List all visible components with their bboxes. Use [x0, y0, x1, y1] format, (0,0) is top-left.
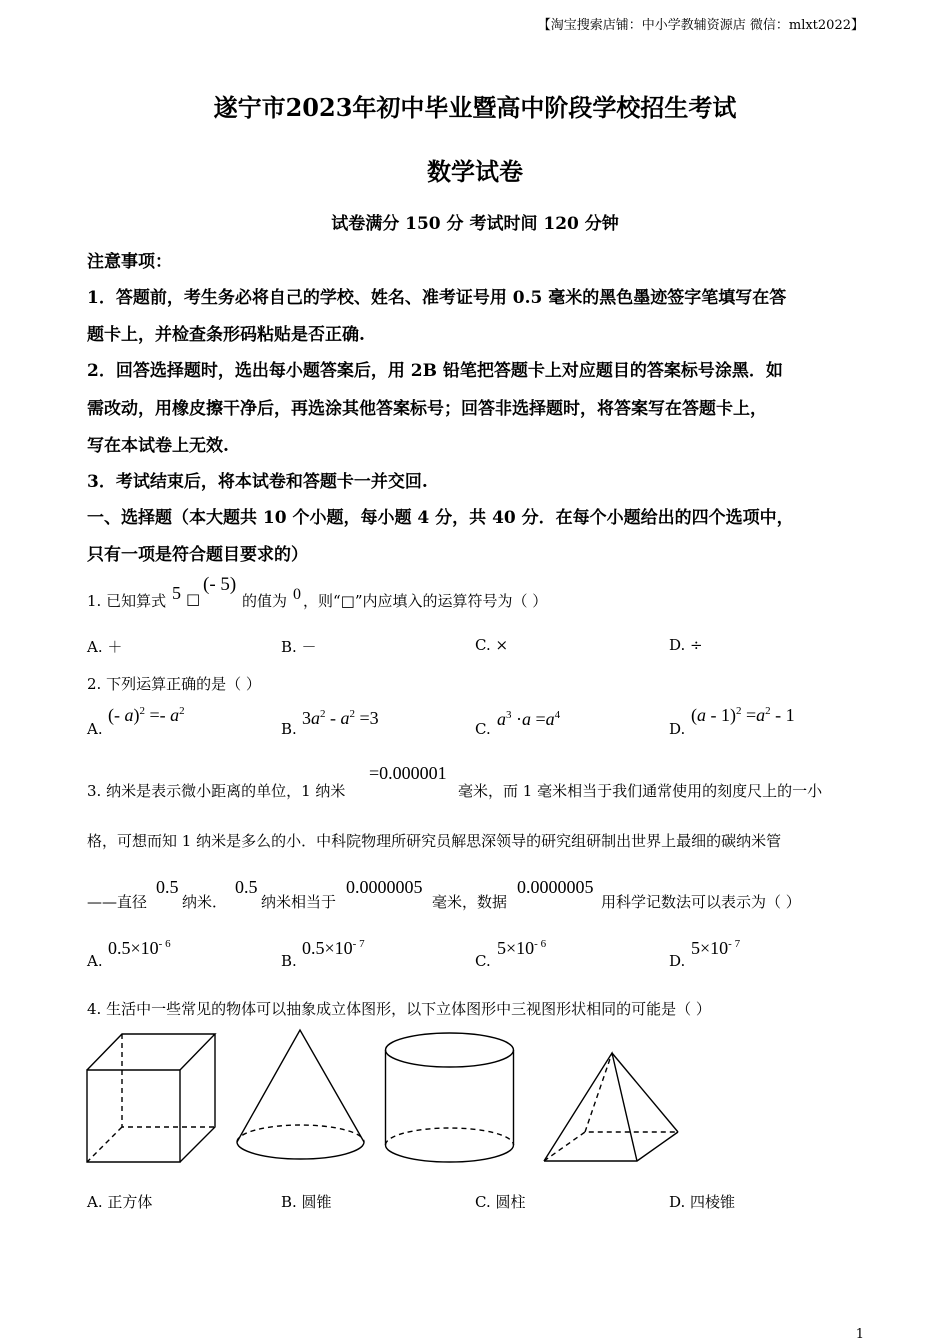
section-heading: 一、选择题（本大题共 10 个小题，每小题 4 分，共 40 分．在每个小题给出的四个选项中， — [87, 508, 794, 528]
q2-label-b: B. — [281, 720, 297, 738]
q3-formula-d: $5\times 10^{- 7}$ — [691, 938, 741, 958]
note-line: 3．考试结束后，将本试卷和答题卡一并交回. — [87, 472, 428, 492]
q1-option-a: A. ＋ — [87, 638, 123, 656]
note-line: 需改动，用橡皮擦干净后，再选涂其他答案标号；回答非选择题时，将答案写在答题卡上， — [87, 399, 767, 419]
q1-option-b: B. － — [281, 638, 317, 656]
q2-label-d: D. — [669, 720, 686, 738]
page-number: 1 — [855, 1327, 864, 1342]
q2-text: 2. 下列运算正确的是（ ） — [87, 675, 261, 693]
q2-formula-d: $(a - 1)^2 =a^2 - 1$ — [691, 705, 795, 725]
q4-option-c: C. 圆柱 — [475, 1193, 526, 1211]
q2-formula-a: (- $a)^2 =- a^2$ — [108, 705, 185, 725]
q3-line3-e: 用科学记数法可以表示为（ ） — [601, 893, 801, 911]
cone-figure — [237, 1030, 364, 1159]
note-line: 2．回答选择题时，选出每小题答案后，用 2B 铅笔把答题卡上对应题目的答案标号涂黑．如 — [87, 361, 783, 381]
q3-label-a: A. — [87, 952, 103, 970]
q1-mid: 的值为 — [242, 592, 288, 610]
q1-option-d: D. ÷ — [669, 636, 703, 654]
q3-line3-c: 纳米相当于 — [261, 893, 337, 911]
q4-text: 4. 生活中一些常见的物体可以抽象成立体图形，以下立体图形中三视图形状相同的可能是（ ） — [87, 1000, 711, 1018]
pyramid-figure — [544, 1053, 678, 1161]
q1-prefix: 1. 已知算式 — [87, 592, 167, 610]
cylinder-figure — [386, 1033, 514, 1162]
q3-line2: 格，可想而知 1 纳米是多么的小．中科院物理所研究员解思深领导的研究组研制出世界上最细的碳纳米管 — [87, 832, 782, 850]
q3-label-b: B. — [281, 952, 297, 970]
q3-line3-b: 纳米． — [182, 893, 228, 911]
note-line: 1．答题前，考生务必将自己的学校、姓名、准考证号用 0.5 毫米的黑色墨迹签字笔填写在答 — [87, 288, 787, 308]
q3-formula-c: $5\times 10^{- 6}$ — [497, 938, 547, 958]
subject-title: 数学试卷 — [427, 157, 523, 186]
q2-label-c: C. — [475, 720, 491, 738]
q3-line1-a: 3. 纳米是表示微小距离的单位，1 纳米 — [87, 782, 346, 800]
q3-value: 0.0000005 — [517, 877, 594, 897]
q3-value: 0.5 — [156, 877, 179, 897]
q4-option-a: A. 正方体 — [87, 1193, 153, 1211]
note-line: 题卡上，并检查条形码粘贴是否正确. — [87, 325, 365, 345]
q2-formula-c: $a^3 \cdot a =a^4$ — [497, 709, 561, 729]
q1-paren: (- 5) — [203, 574, 237, 595]
q1-box: □ — [186, 590, 201, 608]
section-heading: 只有一项是符合题目要求的） — [87, 545, 308, 565]
q3-value: 0.0000005 — [346, 877, 423, 897]
q1-option-c: C. × — [475, 636, 509, 654]
q3-formula-a: $0.5\times 10^{- 6}$ — [108, 938, 171, 958]
q2-label-a: A. — [87, 720, 103, 738]
q3-line1-b: 毫米，而 1 毫米相当于我们通常使用的刻度尺上的一小 — [458, 782, 823, 800]
q1-zero: 0 — [293, 586, 301, 603]
q2-formula-b: $3a^2 - a^2 =3$ — [302, 708, 379, 728]
notes-heading: 注意事项： — [87, 252, 172, 272]
q4-option-d: D. 四棱锥 — [669, 1193, 736, 1211]
cube-figure — [87, 1034, 215, 1162]
q3-line1-val: =0.000001 — [369, 763, 447, 783]
exam-title: 遂宁市2023年初中毕业暨高中阶段学校招生考试 — [213, 93, 737, 122]
q3-formula-b: $0.5\times 10^{- 7}$ — [302, 938, 365, 958]
q3-line3-d: 毫米，数据 — [432, 893, 508, 911]
note-line: 写在本试卷上无效. — [87, 436, 229, 456]
q3-value: 0.5 — [235, 877, 258, 897]
q3-line3-a: ——直径 — [87, 893, 148, 911]
q3-label-d: D. — [669, 952, 686, 970]
header-note: 【淘宝搜索店铺：中小学教辅资源店 微信：mlxt2022】 — [537, 18, 864, 33]
q1-five: 5 — [172, 583, 181, 603]
q1-suffix: ，则“□”内应填入的运算符号为（ ） — [303, 592, 548, 610]
exam-info: 试卷满分 150 分 考试时间 120 分钟 — [331, 214, 619, 234]
q4-option-b: B. 圆锥 — [281, 1193, 332, 1211]
q3-label-c: C. — [475, 952, 491, 970]
